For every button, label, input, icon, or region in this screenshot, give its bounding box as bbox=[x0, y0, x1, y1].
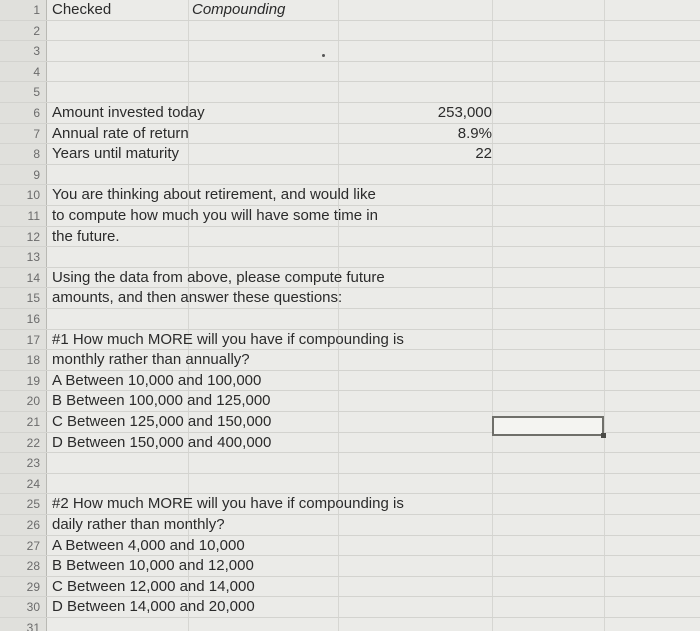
table-row[interactable] bbox=[0, 371, 700, 392]
cell-text[interactable]: Amount invested today bbox=[52, 104, 205, 121]
table-row[interactable] bbox=[0, 577, 700, 598]
row-number[interactable]: 15 bbox=[26, 291, 40, 306]
table-row[interactable] bbox=[0, 556, 700, 577]
compounding-header-cell[interactable]: Compounding bbox=[192, 1, 286, 18]
table-row[interactable] bbox=[0, 597, 700, 618]
table-row[interactable] bbox=[0, 124, 700, 145]
table-row[interactable] bbox=[0, 41, 700, 62]
row-number[interactable]: 28 bbox=[26, 559, 40, 574]
selected-cell[interactable] bbox=[492, 416, 604, 436]
cell-text[interactable]: A Between 10,000 and 100,000 bbox=[52, 371, 262, 389]
table-row[interactable] bbox=[0, 309, 700, 330]
table-row[interactable] bbox=[0, 350, 700, 371]
row-number[interactable]: 23 bbox=[26, 456, 40, 471]
table-row[interactable] bbox=[0, 227, 700, 248]
cell-text[interactable]: C Between 125,000 and 150,000 bbox=[52, 413, 272, 430]
row-number[interactable]: 17 bbox=[26, 332, 40, 347]
table-row[interactable] bbox=[0, 494, 700, 515]
table-row[interactable] bbox=[0, 0, 700, 21]
row-number[interactable]: 27 bbox=[26, 538, 40, 553]
table-row[interactable] bbox=[0, 185, 700, 206]
table-row[interactable] bbox=[0, 165, 700, 186]
row-number[interactable]: 24 bbox=[26, 476, 40, 491]
row-number[interactable]: 25 bbox=[26, 497, 40, 512]
row-number[interactable]: 9 bbox=[33, 167, 40, 182]
row-number[interactable]: 8 bbox=[33, 147, 40, 162]
cell-text[interactable]: Years until maturity bbox=[52, 145, 180, 163]
table-row[interactable] bbox=[0, 288, 700, 309]
fill-handle[interactable] bbox=[601, 433, 606, 438]
cell-text[interactable]: B Between 10,000 and 12,000 bbox=[52, 557, 254, 575]
cell-text[interactable]: amounts, and then answer these questions: bbox=[52, 289, 343, 307]
row-number[interactable]: 26 bbox=[26, 518, 40, 532]
cell-text[interactable]: D Between 14,000 and 20,000 bbox=[52, 598, 255, 616]
table-row[interactable] bbox=[0, 536, 700, 557]
row-number[interactable]: 4 bbox=[33, 64, 40, 79]
row-number[interactable]: 16 bbox=[26, 312, 40, 326]
cell-value[interactable]: 22 bbox=[475, 145, 492, 163]
row-number[interactable]: 5 bbox=[33, 85, 40, 100]
cell-value[interactable]: 253,000 bbox=[437, 104, 492, 121]
table-row[interactable] bbox=[0, 474, 700, 495]
cell-text[interactable]: to compute how much you will have some time in bbox=[52, 207, 378, 224]
table-row[interactable] bbox=[0, 103, 700, 124]
row-number[interactable]: 14 bbox=[26, 270, 40, 285]
table-row[interactable] bbox=[0, 515, 700, 536]
cell-value[interactable]: 8.9% bbox=[457, 124, 492, 142]
cell-text[interactable]: #2 How much MORE will you have if compounding is bbox=[52, 495, 404, 513]
row-number[interactable]: 10 bbox=[26, 188, 40, 203]
cell-text[interactable]: You are thinking about retirement, and would like bbox=[52, 186, 376, 204]
cell-text[interactable]: Using the data from above, please compute future bbox=[52, 268, 385, 286]
row-number[interactable]: 12 bbox=[26, 229, 40, 244]
row-number[interactable]: 3 bbox=[33, 44, 40, 59]
cell-text[interactable]: D Between 150,000 and 400,000 bbox=[52, 433, 272, 451]
row-number[interactable]: 1 bbox=[33, 3, 40, 17]
cell-text[interactable]: the future. bbox=[52, 227, 120, 245]
table-row[interactable] bbox=[0, 453, 700, 474]
row-number[interactable]: 21 bbox=[26, 415, 40, 429]
table-row[interactable] bbox=[0, 247, 700, 268]
row-number[interactable]: 6 bbox=[33, 106, 40, 120]
cursor-dot bbox=[322, 54, 325, 57]
row-number[interactable]: 20 bbox=[26, 394, 40, 409]
table-row[interactable] bbox=[0, 618, 700, 631]
checked-header-cell[interactable]: Checked bbox=[52, 1, 112, 18]
row-number[interactable]: 22 bbox=[26, 435, 40, 450]
cell-text[interactable]: Annual rate of return bbox=[52, 124, 189, 142]
table-row[interactable] bbox=[0, 82, 700, 103]
row-number[interactable]: 2 bbox=[33, 23, 40, 38]
table-row[interactable] bbox=[0, 330, 700, 351]
cell-text[interactable]: daily rather than monthly? bbox=[52, 516, 225, 533]
table-row[interactable] bbox=[0, 268, 700, 289]
table-row[interactable] bbox=[0, 62, 700, 83]
cell-text[interactable]: B Between 100,000 and 125,000 bbox=[52, 392, 271, 410]
row-number[interactable]: 11 bbox=[27, 209, 40, 223]
row-number[interactable]: 30 bbox=[26, 600, 40, 615]
table-row[interactable] bbox=[0, 206, 700, 227]
cell-text[interactable]: A Between 4,000 and 10,000 bbox=[52, 536, 245, 554]
cell-text[interactable]: monthly rather than annually? bbox=[52, 351, 250, 369]
table-row[interactable] bbox=[0, 144, 700, 165]
row-number[interactable]: 7 bbox=[33, 126, 40, 141]
cell-text[interactable]: #1 How much MORE will you have if compounding is bbox=[52, 330, 404, 348]
row-number[interactable]: 29 bbox=[26, 579, 40, 594]
row-number[interactable]: 31 bbox=[26, 621, 40, 631]
row-number[interactable]: 19 bbox=[26, 373, 40, 388]
row-number[interactable]: 13 bbox=[26, 250, 40, 265]
cell-text[interactable]: C Between 12,000 and 14,000 bbox=[52, 577, 255, 595]
row-number[interactable]: 18 bbox=[26, 353, 40, 368]
table-row[interactable] bbox=[0, 391, 700, 412]
table-row[interactable] bbox=[0, 21, 700, 42]
